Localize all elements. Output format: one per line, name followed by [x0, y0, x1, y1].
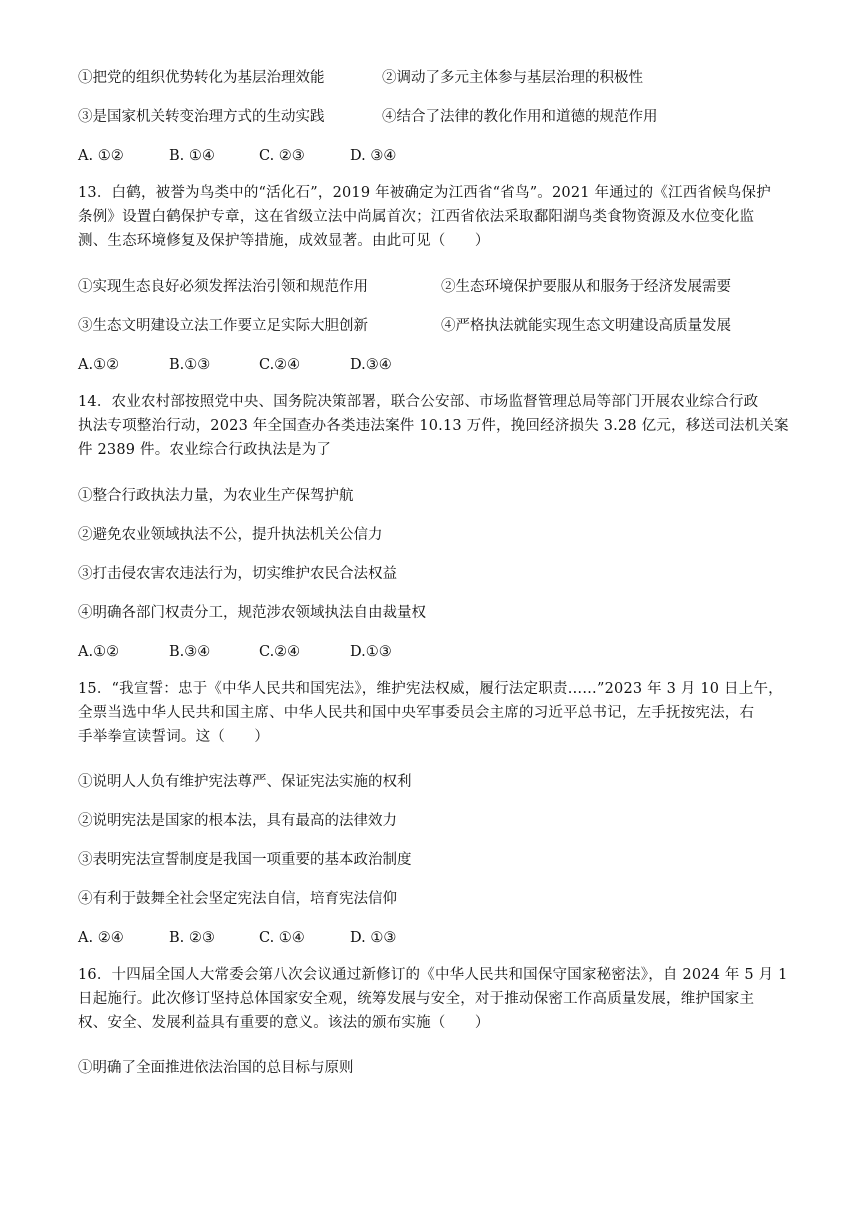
- q15-stem-line-1: 15．“我宣誓：忠于《中华人民共和国宪法》，维护宪法权威，履行法定职责……”2023 年 3 月 10 日上午，: [78, 681, 783, 697]
- q13-options-row-2: [78, 316, 778, 336]
- q13-choice-c: C.②④: [259, 357, 301, 373]
- q14-stem-line-2: 执法专项整治行动，2023 年全国查办各类违法案件 10.13 万件，挽回经济损失 3.28 亿元，移送司法机关案: [78, 418, 789, 434]
- q14-option-1: ①整合行政执法力量，为农业生产保驾护航: [78, 488, 354, 504]
- q16-stem: [78, 963, 788, 1035]
- q13-option-1: ①实现生态良好必须发挥法治引领和规范作用: [78, 279, 368, 295]
- q16-stem-line-1: 16．十四届全国人大常委会第八次会议通过新修订的《中华人民共和国保守国家秘密法》，自 2024 年 5 月 1: [78, 967, 788, 983]
- q15-option-3: ③表明宪法宣誓制度是我国一项重要的基本政治制度: [78, 852, 412, 868]
- q13-choice-a: A.①②: [78, 357, 120, 373]
- q14-option-4: ④明确各部门权责分工，规范涉农领域执法自由裁量权: [78, 605, 426, 621]
- q14-stem-line-1: 14．农业农村部按照党中央、国务院决策部署，联合公安部、市场监督管理总局等部门开展农业综合行政: [78, 394, 759, 410]
- q15-choice-b: B. ②③: [169, 930, 215, 946]
- q13-choice-b: B.①③: [169, 357, 211, 373]
- q14-choice-b: B.③④: [169, 644, 211, 660]
- q16-option-1: ①明确了全面推进依法治国的总目标与原则: [78, 1060, 354, 1076]
- q15-stem-line-2: 全票当选中华人民共和国主席、中华人民共和国中央军事委员会主席的习近平总书记，左手抚按宪法，右: [78, 705, 755, 721]
- q14-option-2: ②避免农业领域执法不公，提升执法机关公信力: [78, 527, 383, 543]
- q14-choice-c: C.②④: [259, 644, 301, 660]
- q15-option-2: ②说明宪法是国家的根本法，具有最高的法律效力: [78, 813, 397, 829]
- q13-option-2: ②生态环境保护要服从和服务于经济发展需要: [441, 279, 731, 295]
- q15-choice-d: D. ①③: [350, 930, 397, 946]
- q13-stem-line-3: 测、生态环境修复及保护等措施，成效显著。由此可见（ ）: [78, 233, 490, 249]
- q12-options-row-2: [78, 107, 778, 127]
- q12-option-2: ②调动了多元主体参与基层治理的积极性: [382, 70, 643, 86]
- q12-option-4: ④结合了法律的教化作用和道德的规范作用: [382, 109, 658, 125]
- q12-choice-b: B. ①④: [169, 148, 215, 164]
- q12-options-row-1: [78, 68, 778, 88]
- q12-option-3: ③是国家机关转变治理方式的生动实践: [78, 109, 325, 125]
- q16-stem-line-2: 日起施行。此次修订坚持总体国家安全观，统筹发展与安全，对于推动保密工作高质量发展，维护国家主: [78, 991, 755, 1007]
- q14-option-3: ③打击侵农害农违法行为，切实维护农民合法权益: [78, 566, 397, 582]
- q12-choice-a: A. ①②: [78, 148, 124, 164]
- q15-choice-c: C. ①④: [259, 930, 305, 946]
- q14-stem-line-3: 件 2389 件。农业综合行政执法是为了: [78, 442, 332, 458]
- q13-stem-line-2: 条例》设置白鹤保护专章，这在省级立法中尚属首次；江西省依法采取鄱阳湖鸟类食物资源及水位变化监: [78, 209, 755, 225]
- q15-stem: [78, 677, 782, 749]
- q12-option-1: ①把党的组织优势转化为基层治理效能: [78, 70, 325, 86]
- q13-stem-line-1: 13．白鹤，被誉为鸟类中的“活化石”，2019 年被确定为江西省“省鸟”。2021 年通过的《江西省候鸟保护: [78, 185, 771, 201]
- q15-stem-line-3: 手举拳宣读誓词。这（ ）: [78, 729, 270, 745]
- q15-option-1: ①说明人人负有维护宪法尊严、保证宪法实施的权利: [78, 774, 412, 790]
- q12-choice-c: C. ②③: [259, 148, 305, 164]
- q13-option-4: ④严格执法就能实现生态文明建设高质量发展: [441, 318, 731, 334]
- q13-choice-d: D.③④: [350, 357, 392, 373]
- q13-stem: [78, 181, 782, 253]
- q15-choice-a: A. ②④: [78, 930, 124, 946]
- q13-options-row-1: [78, 277, 778, 297]
- q14-choice-a: A.①②: [78, 644, 120, 660]
- q12-choice-d: D. ③④: [350, 148, 397, 164]
- q15-option-4: ④有利于鼓舞全社会坚定宪法自信，培育宪法信仰: [78, 891, 397, 907]
- q14-stem: [78, 390, 789, 462]
- q14-choice-d: D.①③: [350, 644, 392, 660]
- q16-stem-line-3: 权、安全、发展利益具有重要的意义。该法的颁布实施（ ）: [78, 1015, 490, 1031]
- q13-option-3: ③生态文明建设立法工作要立足实际大胆创新: [78, 318, 368, 334]
